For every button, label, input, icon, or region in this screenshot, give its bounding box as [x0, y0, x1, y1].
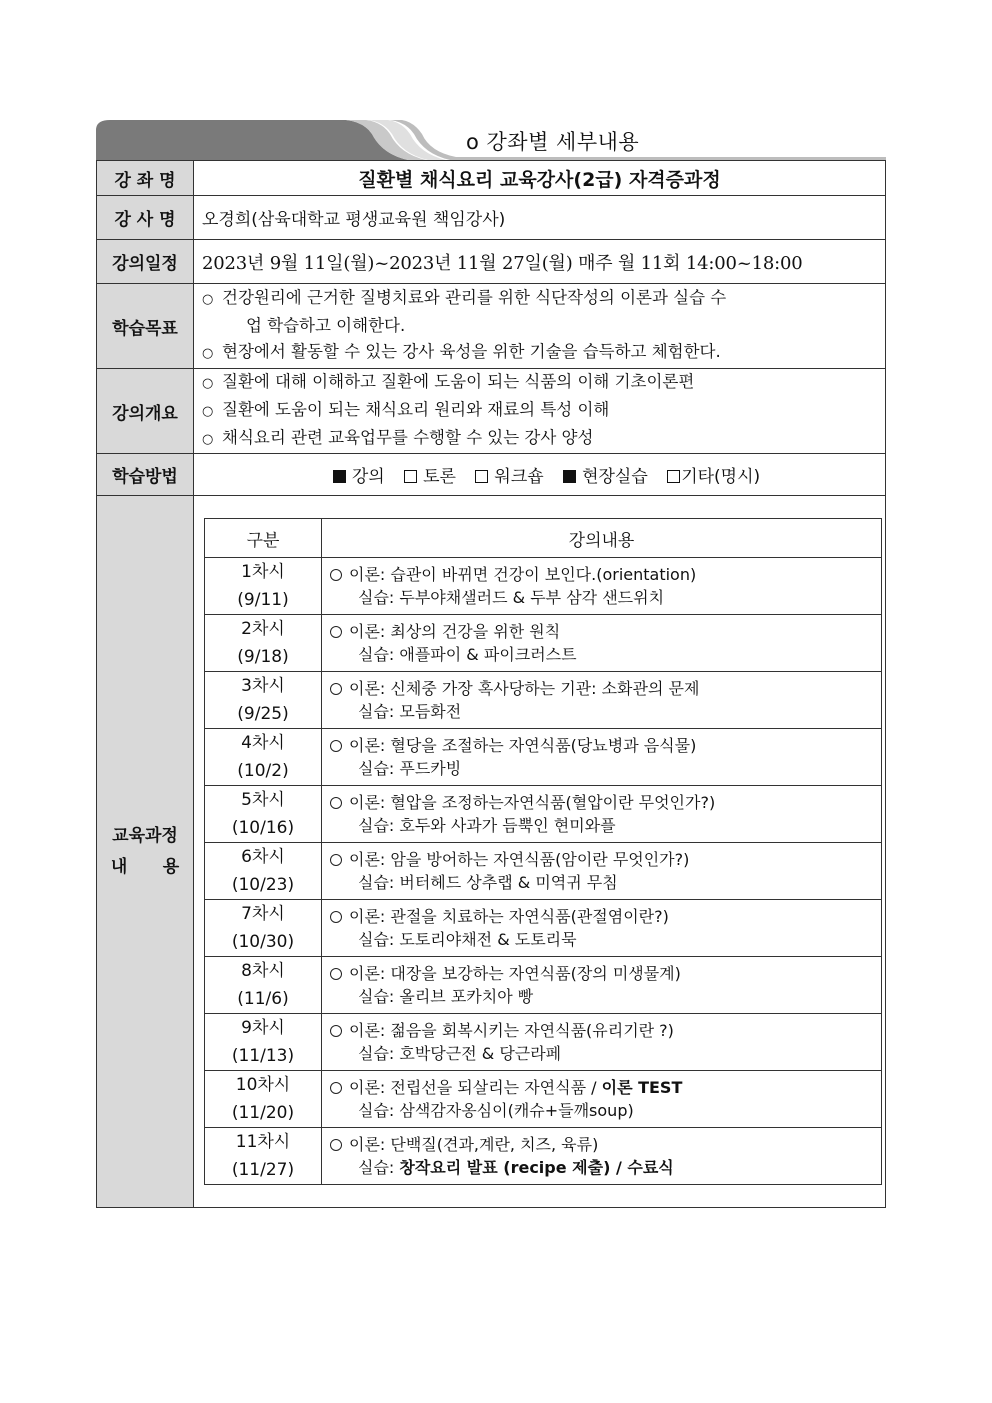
circle-bullet-icon [330, 797, 342, 809]
goal-item-continued: 업 학습하고 이해한다. [246, 316, 406, 335]
practice-line: 실습: 도토리야채전 & 도토리묵 [358, 930, 577, 949]
content-cell [322, 1128, 882, 1185]
curriculum-row [205, 1071, 882, 1128]
checkbox-empty-icon [667, 470, 680, 483]
bullet-icon: ○ [202, 346, 214, 361]
content-cell [322, 786, 882, 843]
checkbox-checked-icon [563, 470, 576, 483]
overview-label: 강의개요 [97, 369, 194, 454]
practice-line: 실습: 버터헤드 상추랩 & 미역귀 무침 [358, 873, 618, 892]
session-cell [205, 1071, 322, 1128]
theory-line: 이론: 젊음을 회복시키는 자연식품(유리기란 ?) [330, 1019, 881, 1042]
practice-line: 실습: 삼색감자옹심이(캐슈+들깨soup) [358, 1101, 634, 1120]
circle-bullet-icon [330, 854, 342, 866]
curriculum-label: 교육과정 내 용 [97, 496, 194, 1208]
method-options [194, 454, 886, 496]
session-date: (11/27) [231, 1160, 295, 1180]
practice-line: 실습: 푸드카빙 [358, 759, 462, 778]
bullet-icon: ○ [202, 432, 214, 447]
schedule-value: 2023년 9월 11일(월)~2023년 11월 27일(월) 매주 월 11회 14:00~18:00 [194, 240, 886, 284]
session-cell [205, 729, 322, 786]
theory-text: 전립선을 되살리는 자연식품 / [390, 1078, 602, 1097]
practice-text: 호두와 사과가 듬뿍인 현미와플 [399, 816, 616, 835]
content-cell [322, 1014, 882, 1071]
instructor-label: 강 사 명 [97, 196, 194, 240]
overview-list [194, 369, 886, 454]
circle-bullet-icon [330, 1025, 342, 1037]
session-date: (10/30) [231, 932, 295, 952]
instructor-value: 오경희(삼육대학교 평생교육원 책임강사) [194, 196, 886, 240]
theory-line: 이론: 혈압을 조정하는자연식품(혈압이란 무엇인가?) [330, 791, 881, 814]
content-cell [322, 558, 882, 615]
practice-line: 실습: 애플파이 & 파이크러스트 [358, 645, 577, 664]
session-cell [205, 900, 322, 957]
curriculum-row [205, 672, 882, 729]
overview-item: ○ 채식요리 관련 교육업무를 수행할 수 있는 강사 양성 [202, 425, 885, 453]
method-option: 기타(명시) [681, 467, 761, 487]
theory-line: 이론: 신체중 가장 혹사당하는 기관: 소화관의 문제 [330, 677, 881, 700]
theory-text: 관절을 치료하는 자연식품(관절염이란?) [390, 907, 669, 926]
checkbox-checked-icon [333, 470, 346, 483]
theory-text: 혈압을 조정하는자연식품(혈압이란 무엇인가?) [390, 793, 716, 812]
theory-text: 신체중 가장 혹사당하는 기관: 소화관의 문제 [390, 679, 700, 698]
practice-text: 두부야채샐러드 & 두부 삼각 샌드위치 [399, 588, 665, 607]
theory-text: 대장을 보강하는 자연식품(장의 미생물계) [390, 964, 681, 983]
session-date: (11/6) [237, 989, 289, 1009]
curriculum-row [205, 1128, 882, 1185]
circle-bullet-icon [330, 569, 342, 581]
checkbox-empty-icon [404, 470, 417, 483]
content-cell [322, 957, 882, 1014]
method-label: 학습방법 [97, 454, 194, 496]
circle-bullet-icon [330, 1082, 342, 1094]
theory-bold-text: 이론 TEST [601, 1078, 683, 1097]
theory-line: 이론: 습관이 바뀌면 건강이 보인다.(orientation) [330, 563, 881, 586]
session-date: (10/2) [237, 761, 289, 781]
circle-bullet-icon [330, 740, 342, 752]
session-cell [205, 1014, 322, 1071]
curriculum-row [205, 615, 882, 672]
practice-line: 실습: 호두와 사과가 듬뿍인 현미와플 [358, 816, 616, 835]
theory-text: 젊음을 회복시키는 자연식품(유리기란 ?) [390, 1021, 674, 1040]
circle-bullet-icon [330, 968, 342, 980]
curriculum-container [194, 496, 886, 1208]
practice-bold-text: 창작요리 발표 (recipe 제출) / 수료식 [399, 1158, 674, 1177]
content-cell [322, 900, 882, 957]
session-number: 5차시 [241, 790, 285, 810]
session-date: (11/20) [231, 1103, 295, 1123]
circle-bullet-icon [330, 1139, 342, 1151]
practice-text: 호박당근전 & 당근라페 [399, 1044, 562, 1063]
curriculum-row [205, 843, 882, 900]
practice-line: 실습: 호박당근전 & 당근라페 [358, 1044, 562, 1063]
theory-line: 이론: 최상의 건강을 위한 원칙 [330, 620, 881, 643]
session-cell [205, 615, 322, 672]
bullet-icon: ○ [202, 292, 214, 307]
overview-item: ○ 질환에 도움이 되는 채식요리 원리와 재료의 특성 이해 [202, 397, 885, 425]
content-cell [322, 672, 882, 729]
practice-text: 애플파이 & 파이크러스트 [399, 645, 577, 664]
practice-text: 삼색감자옹심이(캐슈+들깨soup) [399, 1101, 634, 1120]
session-number: 3차시 [241, 676, 285, 696]
curriculum-table [204, 518, 882, 1185]
session-number: 2차시 [241, 619, 285, 639]
session-cell [205, 843, 322, 900]
practice-line: 실습: 창작요리 발표 (recipe 제출) / 수료식 [358, 1158, 674, 1177]
course-details-table [96, 160, 886, 1208]
session-cell [205, 1128, 322, 1185]
circle-bullet-icon [330, 683, 342, 695]
circle-bullet-icon [330, 626, 342, 638]
session-cell [205, 957, 322, 1014]
method-option: 강의 [351, 467, 385, 487]
curriculum-row [205, 900, 882, 957]
session-number: 8차시 [241, 961, 285, 981]
content-cell [322, 615, 882, 672]
overview-item: ○ 질환에 대해 이해하고 질환에 도움이 되는 식품의 이해 기초이론편 [202, 369, 885, 397]
session-date: (9/25) [237, 704, 289, 724]
curriculum-row [205, 558, 882, 615]
curriculum-row [205, 729, 882, 786]
bullet-icon: ○ [202, 404, 214, 419]
method-option: 토론 [423, 467, 456, 487]
session-cell [205, 558, 322, 615]
session-number: 1차시 [241, 562, 285, 582]
content-cell [322, 1071, 882, 1128]
session-number: 11차시 [235, 1132, 291, 1152]
goal-item: ○ 현장에서 활동할 수 있는 강사 육성을 위한 기술을 습득하고 체험한다. [202, 339, 885, 367]
goal-list [194, 284, 886, 369]
practice-line: 실습: 올리브 포카치아 빵 [358, 987, 534, 1006]
course-name-value: 질환별 채식요리 교육강사(2급) 자격증과정 [194, 161, 886, 196]
session-cell [205, 672, 322, 729]
curriculum-row [205, 786, 882, 843]
practice-text: 도토리야채전 & 도토리묵 [399, 930, 577, 949]
session-number: 4차시 [241, 733, 285, 753]
theory-text: 습관이 바뀌면 건강이 보인다.(orientation) [390, 565, 697, 584]
practice-text: 올리브 포카치아 빵 [399, 987, 534, 1006]
course-name-label: 강 좌 명 [97, 161, 194, 196]
theory-line: 이론: 혈당을 조절하는 자연식품(당뇨병과 음식물) [330, 734, 881, 757]
practice-text: 버터헤드 상추랩 & 미역귀 무침 [399, 873, 618, 892]
content-cell [322, 729, 882, 786]
schedule-label: 강의일정 [97, 240, 194, 284]
practice-line: 실습: 두부야채샐러드 & 두부 삼각 샌드위치 [358, 588, 665, 607]
theory-line: 이론: 전립선을 되살리는 자연식품 / 이론 TEST [330, 1076, 881, 1099]
theory-text: 암을 방어하는 자연식품(암이란 무엇인가?) [390, 850, 690, 869]
bullet-icon: ○ [202, 376, 214, 391]
theory-text: 혈당을 조절하는 자연식품(당뇨병과 음식물) [390, 736, 697, 755]
curriculum-row [205, 957, 882, 1014]
theory-line: 이론: 대장을 보강하는 자연식품(장의 미생물계) [330, 962, 881, 985]
session-date: (10/16) [231, 818, 295, 838]
checkbox-empty-icon [475, 470, 488, 483]
theory-text: 최상의 건강을 위한 원칙 [390, 622, 561, 641]
method-option: 워크숍 [494, 467, 544, 487]
circle-bullet-icon [330, 911, 342, 923]
section-banner [96, 120, 886, 160]
theory-line: 이론: 관절을 치료하는 자연식품(관절염이란?) [330, 905, 881, 928]
session-date: (11/13) [231, 1046, 295, 1066]
practice-line: 실습: 모듬화전 [358, 702, 462, 721]
session-date: (9/18) [237, 647, 289, 667]
session-date: (9/11) [237, 590, 289, 610]
session-date: (10/23) [231, 875, 295, 895]
practice-text: 모듬화전 [399, 702, 462, 721]
header-content: 강의내용 [322, 519, 882, 558]
header-session: 구분 [205, 519, 322, 558]
practice-text: 푸드카빙 [399, 759, 462, 778]
content-cell [322, 843, 882, 900]
session-number: 6차시 [241, 847, 285, 867]
theory-text: 단백질(견과,계란, 치즈, 육류) [390, 1135, 599, 1154]
session-number: 9차시 [241, 1018, 285, 1038]
curriculum-row [205, 1014, 882, 1071]
method-option: 현장실습 [582, 467, 648, 487]
theory-line: 이론: 암을 방어하는 자연식품(암이란 무엇인가?) [330, 848, 881, 871]
goal-item: ○ 건강원리에 근거한 질병치료와 관리를 위한 식단작성의 이론과 실습 수 [202, 285, 885, 313]
section-title: o 강좌별 세부내용 [466, 130, 640, 154]
session-cell [205, 786, 322, 843]
goal-label: 학습목표 [97, 284, 194, 369]
session-number: 10차시 [235, 1075, 291, 1095]
session-number: 7차시 [241, 904, 285, 924]
theory-line: 이론: 단백질(견과,계란, 치즈, 육류) [330, 1133, 881, 1156]
